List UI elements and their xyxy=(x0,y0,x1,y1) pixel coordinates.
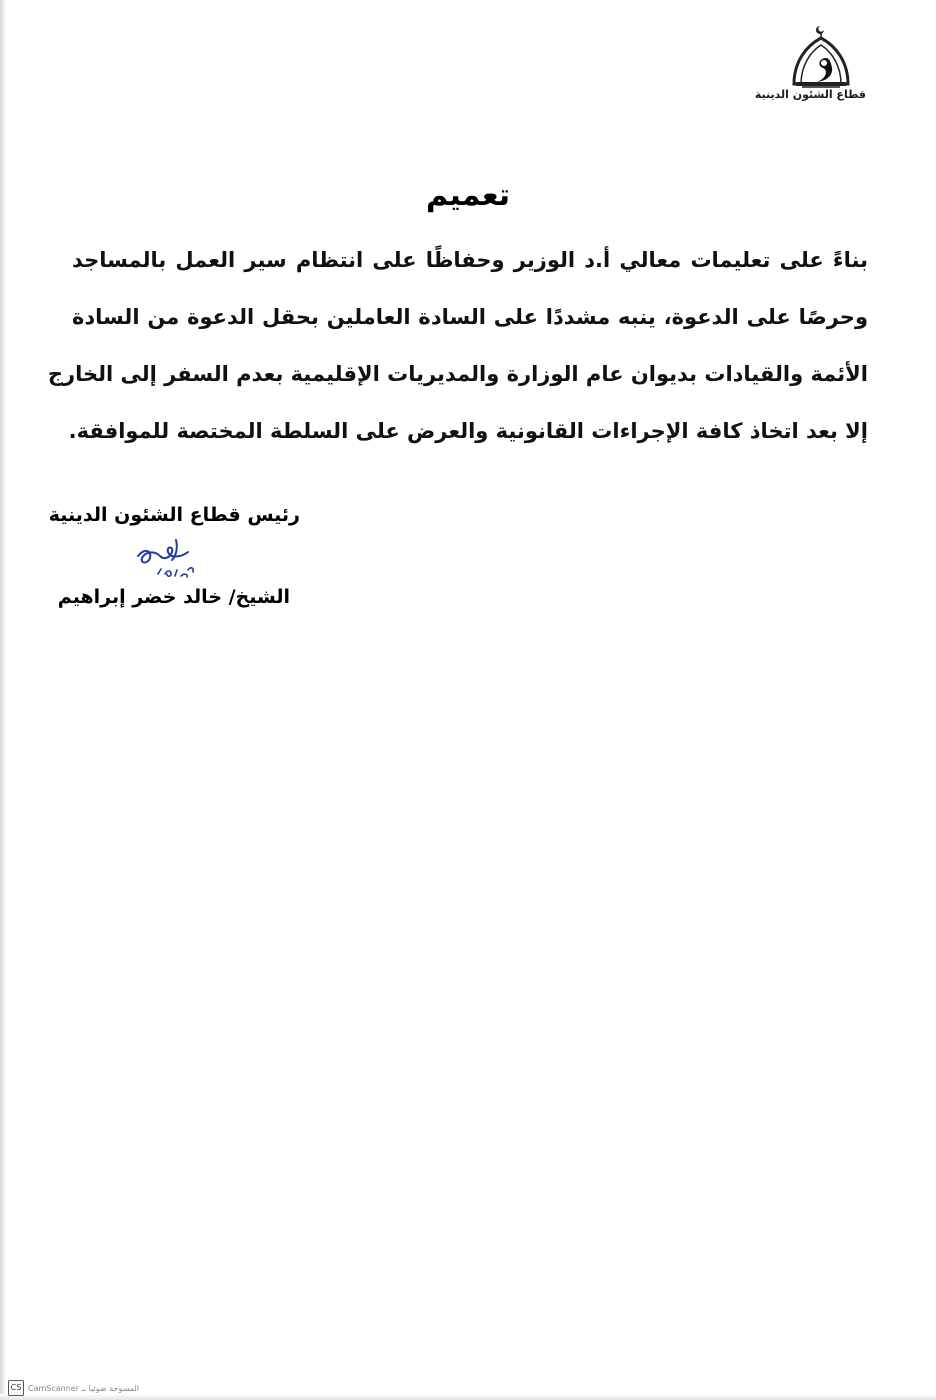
document-title: تعميم xyxy=(425,178,511,213)
body-line: إلا بعد اتخاذ كافة الإجراءات القانونية والعرض على السلطة المختصة للموافقة. xyxy=(68,419,868,443)
body-paragraph xyxy=(47,232,868,460)
scan-bottom-edge xyxy=(0,1394,936,1400)
camscanner-icon: CS xyxy=(8,1380,24,1396)
scanner-watermark xyxy=(8,1380,139,1396)
watermark-text: المسوحة ضوئيا بـ CamScanner xyxy=(28,1383,140,1393)
signatory-name: الشيخ/ خالد خضر إبراهيم xyxy=(57,586,290,608)
body-line: الأئمة والقيادات بديوان عام الوزارة والمديريات الإقليمية بعدم السفر إلى الخارج xyxy=(47,362,868,386)
body-line: بناءً على تعليمات معالي أ.د الوزير وحفاظًا على انتظام سير العمل بالمساجد xyxy=(72,248,868,272)
logo-caption: قطاع الشئون الدينية xyxy=(754,88,866,101)
signatory-title: رئيس قطاع الشئون الدينية xyxy=(48,504,300,526)
body-line: وحرصًا على الدعوة، ينبه مشددًا على السادة العاملين بحقل الدعوة من السادة xyxy=(72,305,868,329)
handwritten-signature xyxy=(118,526,218,586)
